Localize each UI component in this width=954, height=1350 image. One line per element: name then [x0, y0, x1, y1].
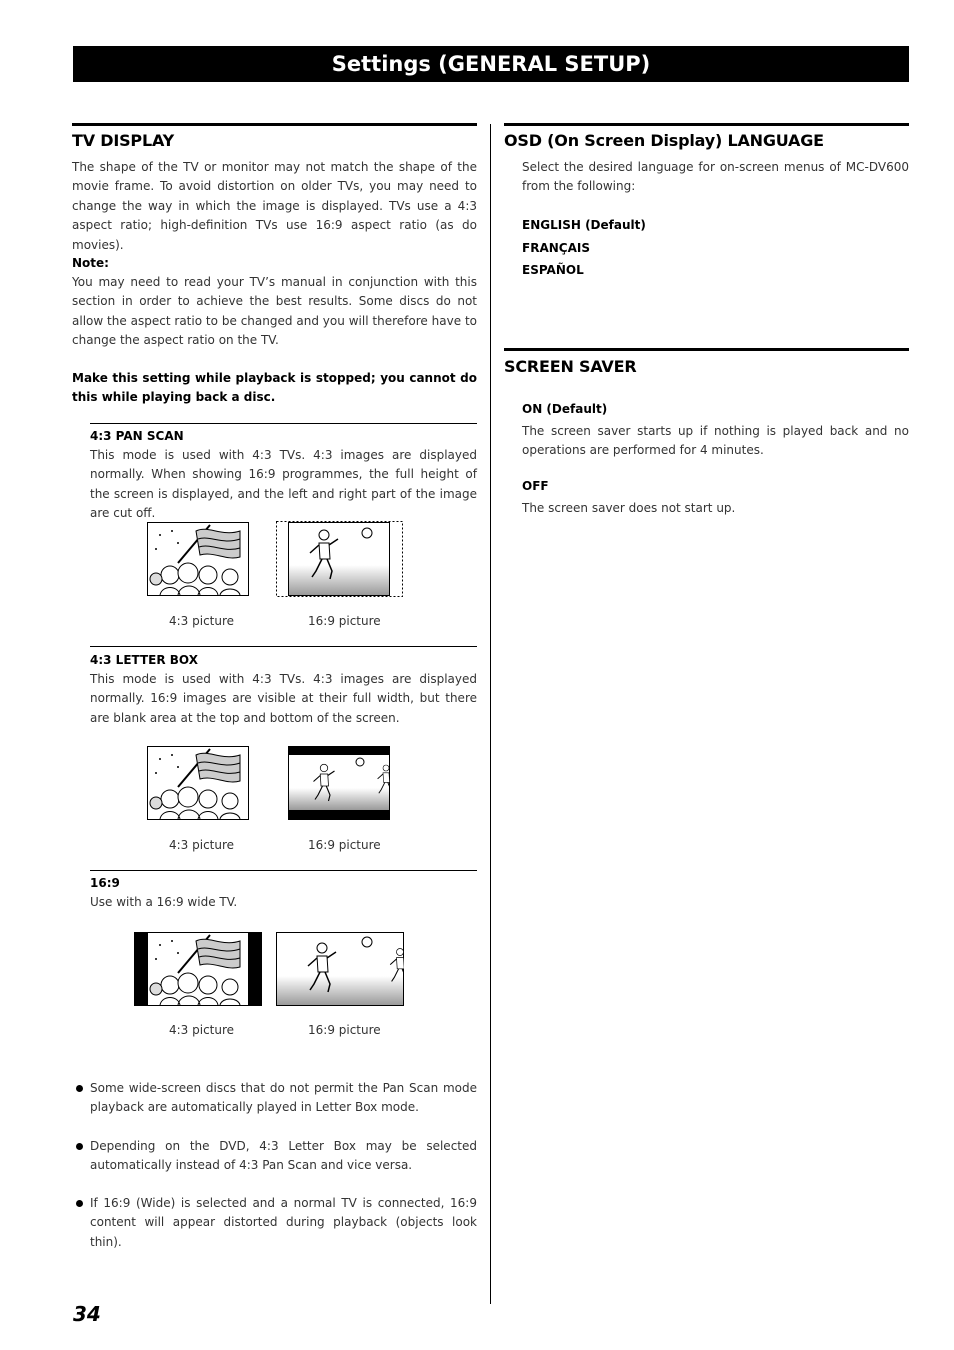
screen-saver-off-desc: The screen saver does not start up.: [522, 501, 736, 515]
osd-option-francais: FRANÇAIS: [522, 241, 590, 255]
crowd-picture-4-3: [147, 746, 249, 820]
page-number: 34: [73, 1302, 101, 1326]
mode-desc-letter-box: This mode is used with 4:3 TVs. 4:3 images are displayed normally. 16:9 images are visible at their full width, but there are blank area at the top and bottom of the screen.: [90, 672, 477, 725]
mode-desc-pan-scan: This mode is used with 4:3 TVs. 4:3 images are displayed normally. When showing 16:9 programmes, the full height of the screen is displayed, and the left and right part of the image are cut off.: [90, 448, 477, 521]
mode-title-16-9: 16:9: [90, 876, 120, 890]
warning-text: Make this setting while playback is stopped; you cannot do this while playing back a disc.: [72, 371, 477, 405]
soccer-picture-16-9: [276, 521, 403, 597]
tv-display-heading: TV DISPLAY: [72, 131, 174, 150]
screen-saver-heading: SCREEN SAVER: [504, 357, 637, 376]
screen-saver-on-label: ON (Default): [522, 402, 608, 416]
mode-rule: [90, 423, 477, 424]
bullet-icon: [76, 1085, 83, 1092]
osd-option-english: ENGLISH (Default): [522, 218, 646, 232]
caption-16-9: 16:9 picture: [308, 1023, 381, 1037]
pillarbox-picture-4-3: [134, 932, 262, 1006]
mode-rule: [90, 870, 477, 871]
column-divider: [490, 124, 491, 1304]
bullet-icon: [76, 1143, 83, 1150]
osd-heading: OSD (On Screen Display) LANGUAGE: [504, 131, 824, 150]
page-title: Settings (GENERAL SETUP): [73, 46, 909, 82]
osd-option-espanol: ESPAÑOL: [522, 263, 584, 277]
caption-16-9: 16:9 picture: [308, 838, 381, 852]
section-rule: [504, 123, 909, 126]
note-label: Note:: [72, 256, 109, 270]
mode-title-letter-box: 4:3 LETTER BOX: [90, 653, 198, 667]
mode-title-pan-scan: 4:3 PAN SCAN: [90, 429, 184, 443]
crowd-picture-4-3: [147, 522, 249, 596]
section-rule: [72, 123, 477, 126]
screen-saver-on-desc: The screen saver starts up if nothing is played back and no operations are performed for 4 minutes.: [522, 424, 909, 458]
tv-display-intro: The shape of the TV or monitor may not match the shape of the movie frame. To avoid distortion on older TVs, you may need to change the way in which the image is displayed. TVs use a 4:3 aspect ratio; high-definition TVs use 16:9 aspect ratio (as do movies).: [72, 160, 477, 252]
wide-picture-16-9: [276, 932, 404, 1006]
mode-rule: [90, 646, 477, 647]
letterbox-picture-16-9: [288, 746, 390, 820]
screen-saver-off-label: OFF: [522, 479, 549, 493]
caption-4-3: 4:3 picture: [169, 1023, 235, 1037]
bullet-icon: [76, 1200, 83, 1207]
bullet-text: Some wide-screen discs that do not permit the Pan Scan mode playback are automatically played in Letter Box mode.: [90, 1081, 477, 1115]
caption-16-9: 16:9 picture: [308, 614, 381, 628]
caption-4-3: 4:3 picture: [169, 838, 235, 852]
bullet-text: Depending on the DVD, 4:3 Letter Box may be selected automatically instead of 4:3 Pan Scan and vice versa.: [90, 1139, 477, 1173]
osd-intro: Select the desired language for on-screen menus of MC-DV600 from the following:: [522, 160, 909, 194]
note-text: You may need to read your TV’s manual in conjunction with this section in order to achieve the best results. Some discs do not allow the aspect ratio to be changed and you will therefore have to change the aspect ratio on the TV.: [72, 275, 477, 348]
mode-desc-16-9: Use with a 16:9 wide TV.: [90, 895, 238, 909]
bullet-text: If 16:9 (Wide) is selected and a normal TV is connected, 16:9 content will appear distorted during playback (objects look thin).: [90, 1196, 477, 1249]
caption-4-3: 4:3 picture: [169, 614, 235, 628]
section-rule: [504, 348, 909, 351]
